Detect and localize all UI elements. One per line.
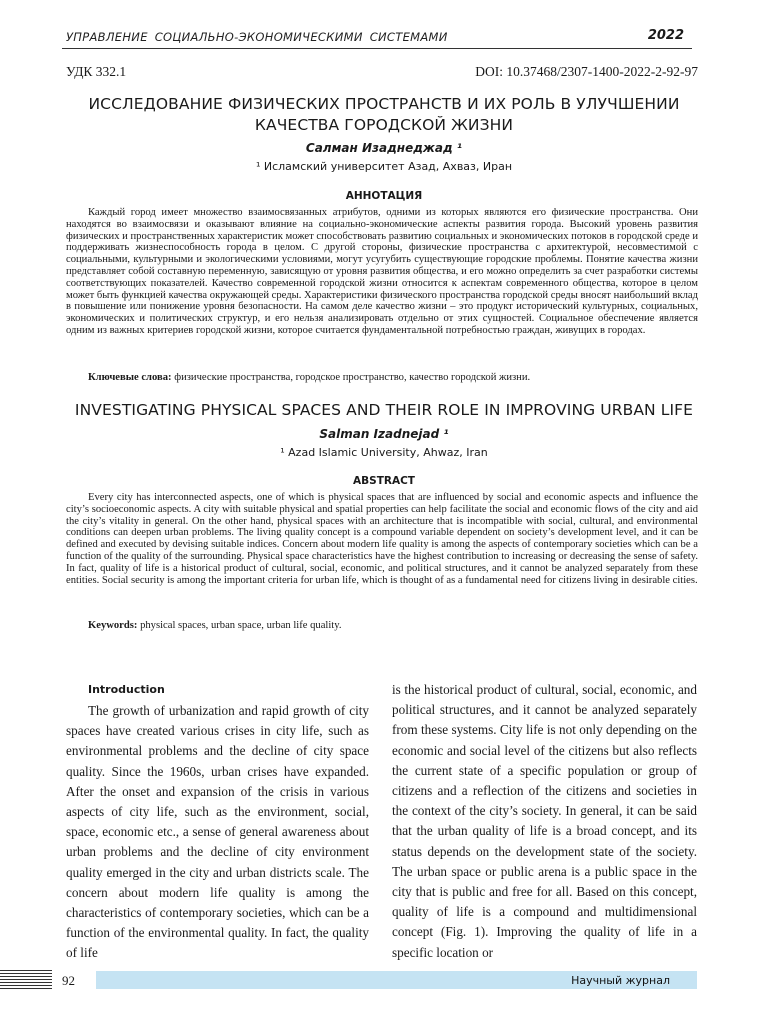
introduction-heading: Introduction: [88, 683, 165, 696]
page-number: 92: [62, 973, 75, 988]
udk-code: УДК 332.1: [66, 64, 127, 79]
ru-keywords: [88, 372, 530, 383]
doi: DOI: 10.37468/2307-1400-2022-2-92-97: [475, 64, 698, 79]
header-divider: [62, 48, 692, 49]
ru-keywords-label: Ключевые слова:: [88, 372, 172, 383]
en-keywords-label: Keywords:: [88, 620, 138, 631]
intro-left-column: The growth of urbanization and rapid growth of city spaces have created various crises in city life, such as environmental problems and the decline of city space quality. Since the 1960s, urban crises have expanded. After the onset and expansion of the crisis in various aspects of city life, such as the environment, social, space, economic etc., a sense of general awareness about urban problems and the decline of city environment quality emerged in the city and urban districts scale. The concern about modern life quality is among the characteristics of contemporary societies, which can be a function of the environmental quality. In fact, the quality of life: [66, 703, 369, 961]
running-header-journal: УПРАВЛЕНИЕ СОЦИАЛЬНО-ЭКОНОМИЧЕСКИМИ СИСТЕМАМИ: [66, 30, 448, 44]
ru-title-line-1: ИССЛЕДОВАНИЕ ФИЗИЧЕСКИХ ПРОСТРАНСТВ И ИХ РОЛЬ В УЛУЧШЕНИИ: [88, 95, 680, 113]
intro-right-column: is the historical product of cultural, social, economic, and political structures, and it cannot be analyzed separately from these systems. City life is not only depending on the economic and social level of the citizens but also reflects the current state of a specific population or group of citizens and a reflection of the citizens and societies in the context of the city’s society. In general, it can be said that the urban quality of life is a broad concept, and its status depends on the development state of the society. The urban space or public arena is a public space in the city that is public and free for all. Based on this concept, quality of life is a compound and multidimensional concept (Fig. 1). Improving the quality of life in a specific location or: [392, 682, 697, 960]
ru-title-line-2: КАЧЕСТВА ГОРОДСКОЙ ЖИЗНИ: [254, 116, 514, 134]
en-title: INVESTIGATING PHYSICAL SPACES AND THEIR ROLE IN IMPROVING URBAN LIFE: [74, 401, 694, 419]
ru-abstract-heading: АННОТАЦИЯ: [345, 190, 423, 202]
ru-abstract: Каждый город имеет множество взаимосвязанных атрибутов, одними из которых являются его физические пространства. Они находятся во взаимосвязи и оказывают влияние на социально-экономические аспекты развития города. Высокий уровень развития физических и пространственных характеристик может способствовать развитию социальных и экономических потоков в городской среде и поддерживать жизнеспособность города в целом. С другой стороны, физические пространства с архитектурой, несовместимой с социальными, культурными и экологическими условиями, могут усугубить существующие городские проблемы. Понятие качества жизни представляет собой составную переменную, зависящую от уровня развития общества, и его можно определить за счет разработки системы соответствующих показателей. Качество современной городской жизни относится к аспектам современного общества, которое в целом может быть функцией качества окружающей среды. Характеристики физического пространства городской среды вносят наибольший вклад в повышение или понижение уровня безопасности. На самом деле качество жизни – это продукт исторический культурных, социальных, экономических и политических структур, и его нельзя анализировать отдельно от этих сущностей. Социальное обеспечение является одним из важных критериев городской жизни, которое считается фундаментальной потребностью граждан, живущих в городах.: [66, 207, 698, 336]
ru-affiliation: ¹ Исламский университет Азад, Ахваз, Иран: [255, 160, 513, 173]
en-abstract: Every city has interconnected aspects, one of which is physical spaces that are influenced by social and economic aspects and influence the city’s socioeconomic aspects. A city with suitable physical and spatial properties can help facilitate the social and economic flows of the city and aid the city’s vitality in general. On the other hand, physical spaces with an architecture that is incompatible with social, cultural, and environmental conditions can deepen urban problems. The living quality concept is a compound variable dependent on society’s development level, and it can be defined and executed by devising suitable indices. Concern about modern life quality is among the aspects of contemporary societies which can be a function of the quality of the surrounding. Physical space characteristics have the highest contribution to increasing or decreasing the sense of safety. In fact, quality of life is a historical product of cultural, social, economic, and political structures, and it cannot be analyzed separately from these entities. Social security is among the important criteria for urban life, which is thought of as a fundamental need for citizens living in desirable cities.: [66, 492, 698, 586]
en-author: Salman Izadnejad ¹: [319, 427, 449, 441]
ru-keywords-text: физические пространства, городское пространство, качество городской жизни.: [171, 372, 531, 383]
en-abstract-heading: ABSTRACT: [353, 475, 415, 487]
footer-journal-label: Научный журнал: [571, 974, 670, 987]
running-header-year: 2022: [647, 28, 684, 43]
en-keywords-text: physical spaces, urban space, urban life quality.: [137, 620, 342, 631]
ru-author: Салман Изаднеджад ¹: [305, 141, 463, 155]
footer-decorative-lines: [0, 970, 52, 991]
en-keywords: [88, 620, 342, 631]
ru-title: [64, 94, 704, 136]
en-affiliation: ¹ Azad Islamic University, Ahwaz, Iran: [280, 446, 488, 459]
